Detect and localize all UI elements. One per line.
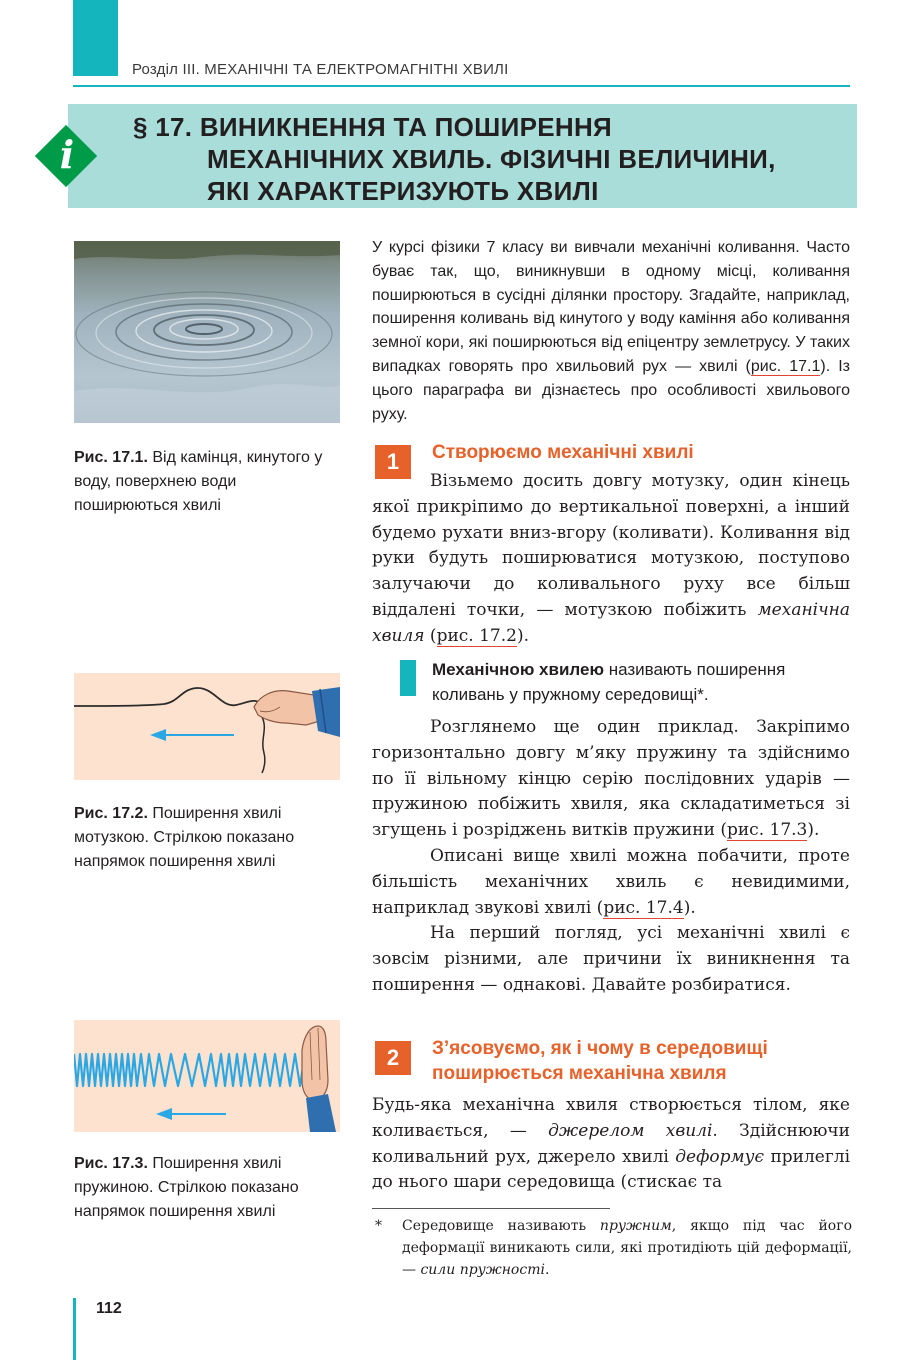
footnote-mark: * <box>375 1218 382 1234</box>
definition-marker <box>400 660 416 696</box>
info-icon-letter: i <box>59 132 75 177</box>
body-text: Візьмемо досить довгу мотузку, один кінець якої прикріпимо до вертикальної поверхні, а інший будемо рухати вниз-вгору (коливати). Коливання від руки будуть поширюватися мотузкою, поступово залучаючи до коливального руху все більш віддалені точки, — мотузкою побіжить <box>372 471 850 620</box>
footnote <box>372 1215 852 1281</box>
figure-spring-wave-image <box>74 1020 340 1132</box>
figure-caption <box>74 802 336 874</box>
chapter-title: Розділ ІІІ. МЕХАНІЧНІ ТА ЕЛЕКТРОМАГНІТНІ ХВИЛІ <box>132 61 509 78</box>
body-text: ). <box>683 897 696 918</box>
body-text: Будь-яка механічна хвиля створюється тілом, яке коливається, — <box>372 1095 850 1141</box>
figure-caption-text: Від камінця, кинутого у воду, поверхнею води поширюються хвилі <box>74 449 323 514</box>
intro-paragraph <box>372 236 850 426</box>
body-text: прилеглі до нього шари середовища (стискає та <box>372 1146 851 1193</box>
subsection-heading-line: поширюється механічна хвиля <box>432 1063 727 1084</box>
footnote-rule <box>372 1208 610 1209</box>
intro-text: ). Із цього параграфа ви дізнаєтесь про особливості хвильового руху. <box>372 357 850 423</box>
figure-reference-link[interactable]: рис. 17.3 <box>726 820 808 841</box>
body-paragraph <box>372 469 850 650</box>
page-number: 112 <box>96 1300 122 1317</box>
header-corner-block <box>73 0 118 76</box>
figure-reference-link[interactable]: рис. 17.2 <box>436 625 517 646</box>
figure-reference-link[interactable]: рис. 17.1 <box>750 357 821 375</box>
body-text: ). <box>807 820 820 841</box>
figure-water-ripples-image <box>74 241 340 423</box>
intro-text: У курсі фізики 7 класу ви вивчали механічні коливання. Часто буває так, що, виникнувши в одному місці, коливання поширюються в сусідні ділянки простору. Згадайте, наприклад, поширення коливань від кинутого у воду каміння або коливання земної кори, які поширюються від епіцентру землетрусу. У таких випадках говорять про хвильовий рух — хвилі ( <box>372 239 850 375</box>
body-text: На перший погляд, усі механічні хвилі є зовсім різними, але причини їх виникнення та поширення — однакові. Давайте розбиратися. <box>372 923 850 995</box>
section-title <box>133 111 776 207</box>
term-italic: механічна хвиля <box>372 599 850 646</box>
section-title-line: ЯКІ ХАРАКТЕРИЗУЮТЬ ХВИЛІ <box>207 176 599 206</box>
figure-reference-link[interactable]: рис. 17.4 <box>603 897 684 918</box>
figure-caption-label: Рис. 17.1. <box>74 449 148 466</box>
subsection-number-badge: 2 <box>375 1041 411 1075</box>
figure-caption-label: Рис. 17.2. <box>74 805 148 822</box>
figure-caption <box>74 446 336 518</box>
figure-rope-wave-image <box>74 673 340 780</box>
header-rule <box>73 85 850 87</box>
body-text: Розглянемо ще один приклад. Закріпимо горизонтально довгу м’яку пружину та здійснимо по її вільному кінцю серію послідовних ударів — пружиною побіжить хвиля, яка складатиметься зі згущень і розріджень витків пружини ( <box>372 717 850 841</box>
page-number-bar <box>73 1298 76 1360</box>
body-text: Описані вище хвилі можна побачити, проте більшість механічних хвиль є невидимими, наприклад звукові хвилі ( <box>372 845 850 918</box>
subsection-heading <box>432 1036 768 1086</box>
term-italic: сили пружності <box>420 1262 545 1278</box>
definition-text: називають поширення коливань у пружному середовищі*. <box>432 660 786 704</box>
term-italic: джерелом хвилі <box>548 1120 713 1141</box>
body-paragraph <box>372 715 850 999</box>
subsection-heading: Створюємо механічні хвилі <box>432 442 694 463</box>
body-text: . Здійснюючи коливальний рух, джерело хвилі <box>372 1120 850 1167</box>
section-title-line: МЕХАНІЧНИХ ХВИЛЬ. ФІЗИЧНІ ВЕЛИЧИНИ, <box>207 144 776 174</box>
section-title-line: § 17. ВИНИКНЕННЯ ТА ПОШИРЕННЯ <box>133 112 613 142</box>
subsection-number-badge: 1 <box>375 445 411 479</box>
figure-caption-text: Поширення хвилі пружиною. Стрілкою показано напрямок поширення хвилі <box>74 1155 299 1220</box>
body-text: ). <box>516 625 530 646</box>
figure-caption <box>74 1152 336 1224</box>
figure-caption-text: Поширення хвилі мотузкою. Стрілкою показано напрямок поширення хвилі <box>74 805 295 870</box>
footnote-text: . <box>544 1262 550 1278</box>
definition-term: Механічною хвилею <box>432 660 604 679</box>
body-text: ( <box>424 625 437 646</box>
definition-box <box>432 657 852 707</box>
body-paragraph <box>372 1093 850 1196</box>
subsection-heading-line: З’ясовуємо, як і чому в середовищі <box>432 1038 768 1059</box>
term-italic: пружним <box>599 1218 672 1234</box>
footnote-text: Середовище називають <box>402 1218 600 1234</box>
figure-caption-label: Рис. 17.3. <box>74 1155 148 1172</box>
term-italic: деформує <box>675 1146 765 1167</box>
footnote-text: , якщо під час його деформації виникають сили, які протидіють цій деформації, — <box>402 1218 852 1278</box>
